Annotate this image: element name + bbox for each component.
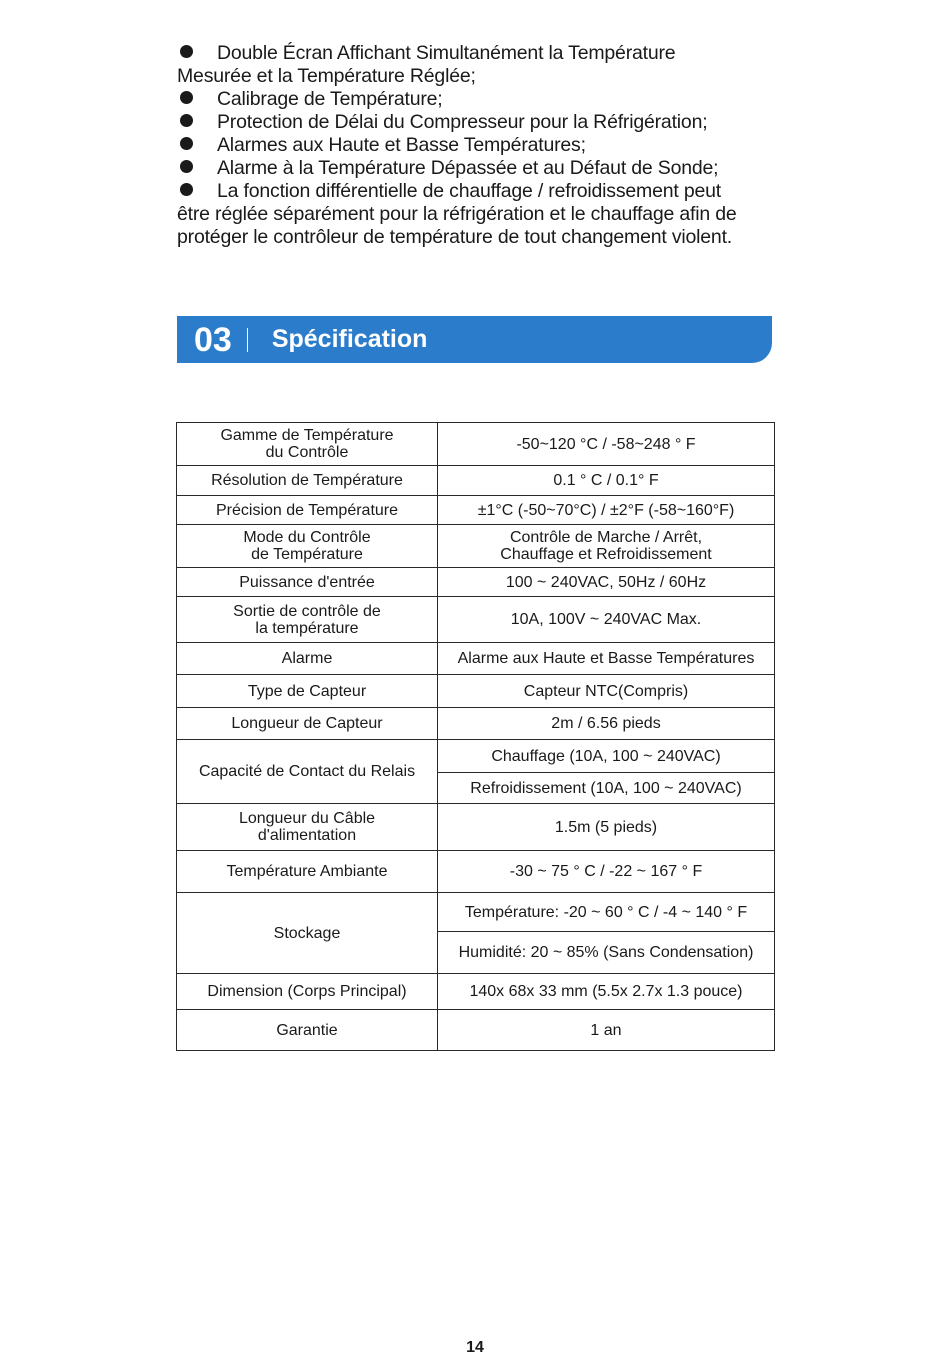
spec-label: Précision de Température xyxy=(177,496,438,525)
spec-label: Mode du Contrôle de Température xyxy=(177,525,438,568)
spec-value: -50~120 °C / -58~248 ° F xyxy=(438,423,775,466)
table-row xyxy=(177,804,775,851)
spec-value: Capteur NTC(Compris) xyxy=(438,675,775,708)
feature-text: Alarme à la Température Dépassée et au Défaut de Sonde; xyxy=(217,157,719,179)
spec-label: Longueur du Câble d'alimentation xyxy=(177,804,438,851)
spec-label: Sortie de contrôle de la température xyxy=(177,597,438,643)
feature-text: Calibrage de Température; xyxy=(217,88,443,110)
feature-text: Protection de Délai du Compresseur pour la Réfrigération; xyxy=(217,111,708,133)
spec-value: 1.5m (5 pieds) xyxy=(438,804,775,851)
table-row xyxy=(177,1010,775,1051)
spec-value: 100 ~ 240VAC, 50Hz / 60Hz xyxy=(438,568,775,597)
table-row xyxy=(177,675,775,708)
feature-continuation xyxy=(177,65,792,88)
feature-text: protéger le contrôleur de température de tout changement violent. xyxy=(177,226,733,248)
table-row xyxy=(177,740,775,773)
spec-label: Résolution de Température xyxy=(177,466,438,496)
spec-label: Température Ambiante xyxy=(177,851,438,893)
table-row xyxy=(177,974,775,1010)
spec-label: Capacité de Contact du Relais xyxy=(177,740,438,804)
spec-label: Dimension (Corps Principal) xyxy=(177,974,438,1010)
section-divider xyxy=(247,328,248,352)
spec-value: 2m / 6.56 pieds xyxy=(438,708,775,740)
bullet-icon xyxy=(180,160,193,173)
spec-value: 140x 68x 33 mm (5.5x 2.7x 1.3 pouce) xyxy=(438,974,775,1010)
table-row xyxy=(177,423,775,466)
spec-value: Contrôle de Marche / Arrêt, Chauffage et Refroidissement xyxy=(438,525,775,568)
spec-value: 1 an xyxy=(438,1010,775,1051)
table-row xyxy=(177,643,775,675)
spec-value: Température: -20 ~ 60 ° C / -4 ~ 140 ° F xyxy=(438,893,775,932)
bullet-icon xyxy=(180,114,193,127)
section-number: 03 xyxy=(194,320,232,359)
feature-text: Alarmes aux Haute et Basse Températures; xyxy=(217,134,586,156)
spec-value: Refroidissement (10A, 100 ~ 240VAC) xyxy=(438,773,775,804)
table-row xyxy=(177,851,775,893)
spec-value: Humidité: 20 ~ 85% (Sans Condensation) xyxy=(438,932,775,974)
page-number: 14 xyxy=(466,1339,484,1356)
table-row xyxy=(177,568,775,597)
feature-list xyxy=(177,42,792,249)
spec-label: Puissance d'entrée xyxy=(177,568,438,597)
section-title: Spécification xyxy=(271,325,428,353)
feature-item xyxy=(177,111,792,134)
bullet-icon xyxy=(180,183,193,196)
feature-item xyxy=(177,88,792,111)
spec-value: ±1°C (-50~70°C) / ±2°F (-58~160°F) xyxy=(438,496,775,525)
spec-value: Alarme aux Haute et Basse Températures xyxy=(438,643,775,675)
feature-text: être réglée séparément pour la réfrigération et le chauffage afin de xyxy=(177,203,737,225)
feature-item xyxy=(177,157,792,180)
bullet-icon xyxy=(180,45,193,58)
spec-value: 10A, 100V ~ 240VAC Max. xyxy=(438,597,775,643)
bullet-icon xyxy=(180,137,193,150)
spec-label: Stockage xyxy=(177,893,438,974)
spec-label: Type de Capteur xyxy=(177,675,438,708)
table-row xyxy=(177,893,775,932)
spec-value: -30 ~ 75 ° C / -22 ~ 167 ° F xyxy=(438,851,775,893)
spec-table xyxy=(176,422,775,1051)
feature-text: La fonction différentielle de chauffage / refroidissement peut xyxy=(217,180,721,202)
section-header xyxy=(177,316,772,363)
feature-text: Double Écran Affichant Simultanément la Température xyxy=(217,42,676,64)
spec-value: 0.1 ° C / 0.1° F xyxy=(438,466,775,496)
table-row xyxy=(177,496,775,525)
bullet-icon xyxy=(180,91,193,104)
spec-label: Garantie xyxy=(177,1010,438,1051)
feature-continuation xyxy=(177,203,792,226)
table-row xyxy=(177,708,775,740)
spec-value: Chauffage (10A, 100 ~ 240VAC) xyxy=(438,740,775,773)
spec-label: Longueur de Capteur xyxy=(177,708,438,740)
table-row xyxy=(177,466,775,496)
feature-continuation xyxy=(177,226,792,249)
feature-item xyxy=(177,134,792,157)
spec-label: Gamme de Température du Contrôle xyxy=(177,423,438,466)
feature-item xyxy=(177,42,792,65)
table-row xyxy=(177,525,775,568)
feature-text: Mesurée et la Température Réglée; xyxy=(177,65,476,87)
table-row xyxy=(177,597,775,643)
feature-item xyxy=(177,180,792,203)
spec-label: Alarme xyxy=(177,643,438,675)
